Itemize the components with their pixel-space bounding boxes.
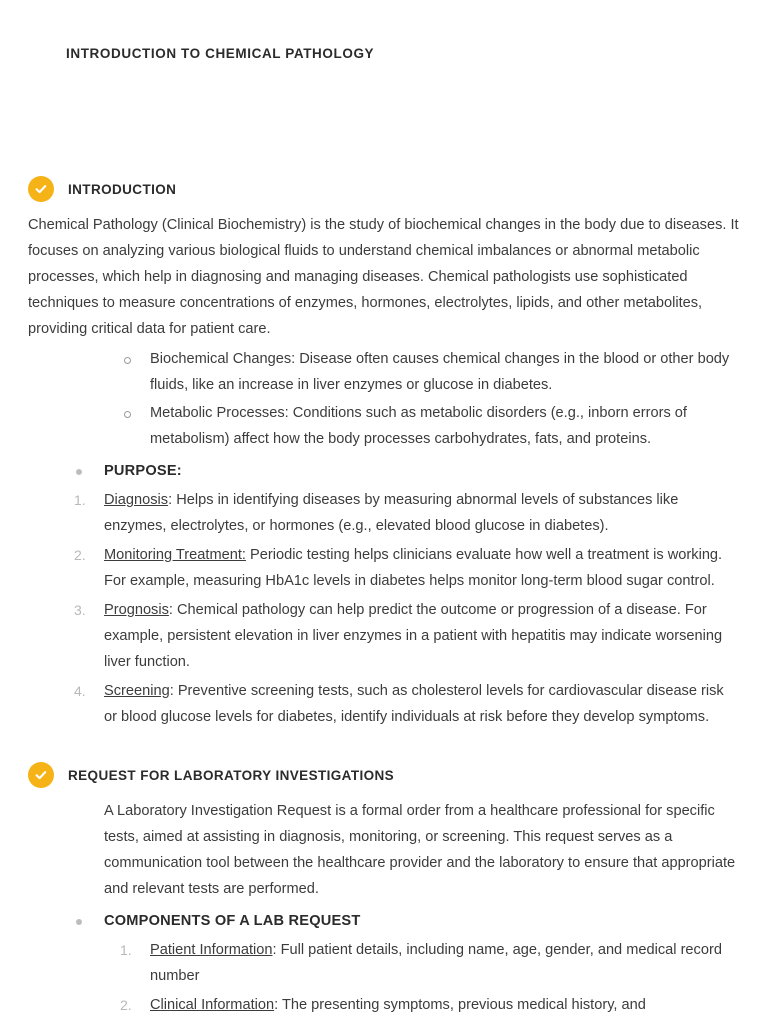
- section-introduction: [28, 176, 740, 730]
- check-circle-icon: [28, 176, 54, 202]
- components-label-item: [28, 908, 740, 934]
- list-item: [28, 597, 740, 675]
- list-item-number: 3.: [74, 602, 86, 618]
- section-heading: [28, 762, 740, 788]
- list-item-text: : Full patient details, including name, age, gender, and medical record number: [150, 942, 722, 984]
- list-item-number: 2.: [74, 547, 86, 563]
- list-item: [28, 992, 740, 1018]
- list-item-number: 1.: [74, 492, 86, 508]
- list-item: [28, 937, 740, 989]
- section-title: REQUEST FOR LABORATORY INVESTIGATIONS: [68, 767, 395, 783]
- list-item-term: Screening: [104, 683, 170, 699]
- components-label: COMPONENTS OF A LAB REQUEST: [104, 913, 361, 929]
- list-item: [28, 542, 740, 594]
- components-label-list: [28, 908, 740, 934]
- components-items-list: [28, 937, 740, 1018]
- section-title: INTRODUCTION: [68, 181, 177, 197]
- list-item-number: 1.: [120, 942, 132, 958]
- list-item-text: : Chemical pathology can help predict the outcome or progression of a disease. For example, persistent elevation in liver enzymes in a patient with hepatitis may indicate worsening liver function.: [104, 602, 723, 670]
- list-item-term: Prognosis: [104, 602, 169, 618]
- check-circle-icon: [28, 762, 54, 788]
- page-title: INTRODUCTION TO CHEMICAL PATHOLOGY: [66, 46, 375, 61]
- purpose-items-list: [28, 487, 740, 730]
- list-item-term: Clinical Information: [150, 997, 275, 1013]
- list-item-text: : Preventive screening tests, such as cholesterol levels for cardiovascular disease risk or blood glucose levels for diabetes, identify individuals at risk before they develop symptoms.: [104, 683, 724, 725]
- biochemical-points-list: [28, 346, 740, 452]
- list-item: Metabolic Processes: Conditions such as metabolic disorders (e.g., inborn errors of metabolism) affect how the body processes carbohydrates, fats, and proteins.: [28, 400, 740, 452]
- purpose-colon: :: [176, 463, 182, 479]
- purpose-label: PURPOSE: [104, 463, 177, 479]
- list-item-text: Periodic testing helps clinicians evaluate how well a treatment is working. For example, measuring HbA1c levels in diabetes helps monitor long-term blood sugar control.: [104, 547, 723, 589]
- list-item-number: 4.: [74, 683, 86, 699]
- section-lab-request: [28, 762, 740, 1018]
- purpose-label-item: [28, 458, 740, 484]
- list-item-text: : The presenting symptoms, previous medical history, and: [274, 997, 646, 1013]
- purpose-label-list: [28, 458, 740, 484]
- section-heading: [28, 176, 740, 202]
- list-item-text: : Helps in identifying diseases by measuring abnormal levels of substances like enzymes, electrolytes, or hormones (e.g., elevated blood glucose in diabetes).: [104, 492, 679, 534]
- list-item: Biochemical Changes: Disease often causes chemical changes in the blood or other body fluids, like an increase in liver enzymes or glucose in diabetes.: [28, 346, 740, 398]
- list-item-term: Patient Information: [150, 942, 273, 958]
- list-item-term: Diagnosis: [104, 492, 169, 508]
- section-intro-paragraph: A Laboratory Investigation Request is a formal order from a healthcare professional for specific tests, aimed at assisting in diagnosis, monitoring, or screening. This request serves as a communication tool between the healthcare provider and the laboratory to ensure that appropriate and relevant tests are performed.: [104, 803, 736, 897]
- list-item: [28, 678, 740, 730]
- list-item-term: Monitoring Treatment:: [104, 547, 246, 563]
- list-item-number: 2.: [120, 997, 132, 1013]
- list-item: [28, 487, 740, 539]
- section-intro-paragraph: Chemical Pathology (Clinical Biochemistry) is the study of biochemical changes in the body due to diseases. It focuses on analyzing various biological fluids to understand chemical imbalances or abnormal metabolic processes, which help in diagnosing and managing diseases. Chemical pathologists use sophisticated techniques to measure concentrations of enzymes, hormones, electrolytes, lipids, and other metabolites, providing critical data for patient care.: [28, 217, 739, 337]
